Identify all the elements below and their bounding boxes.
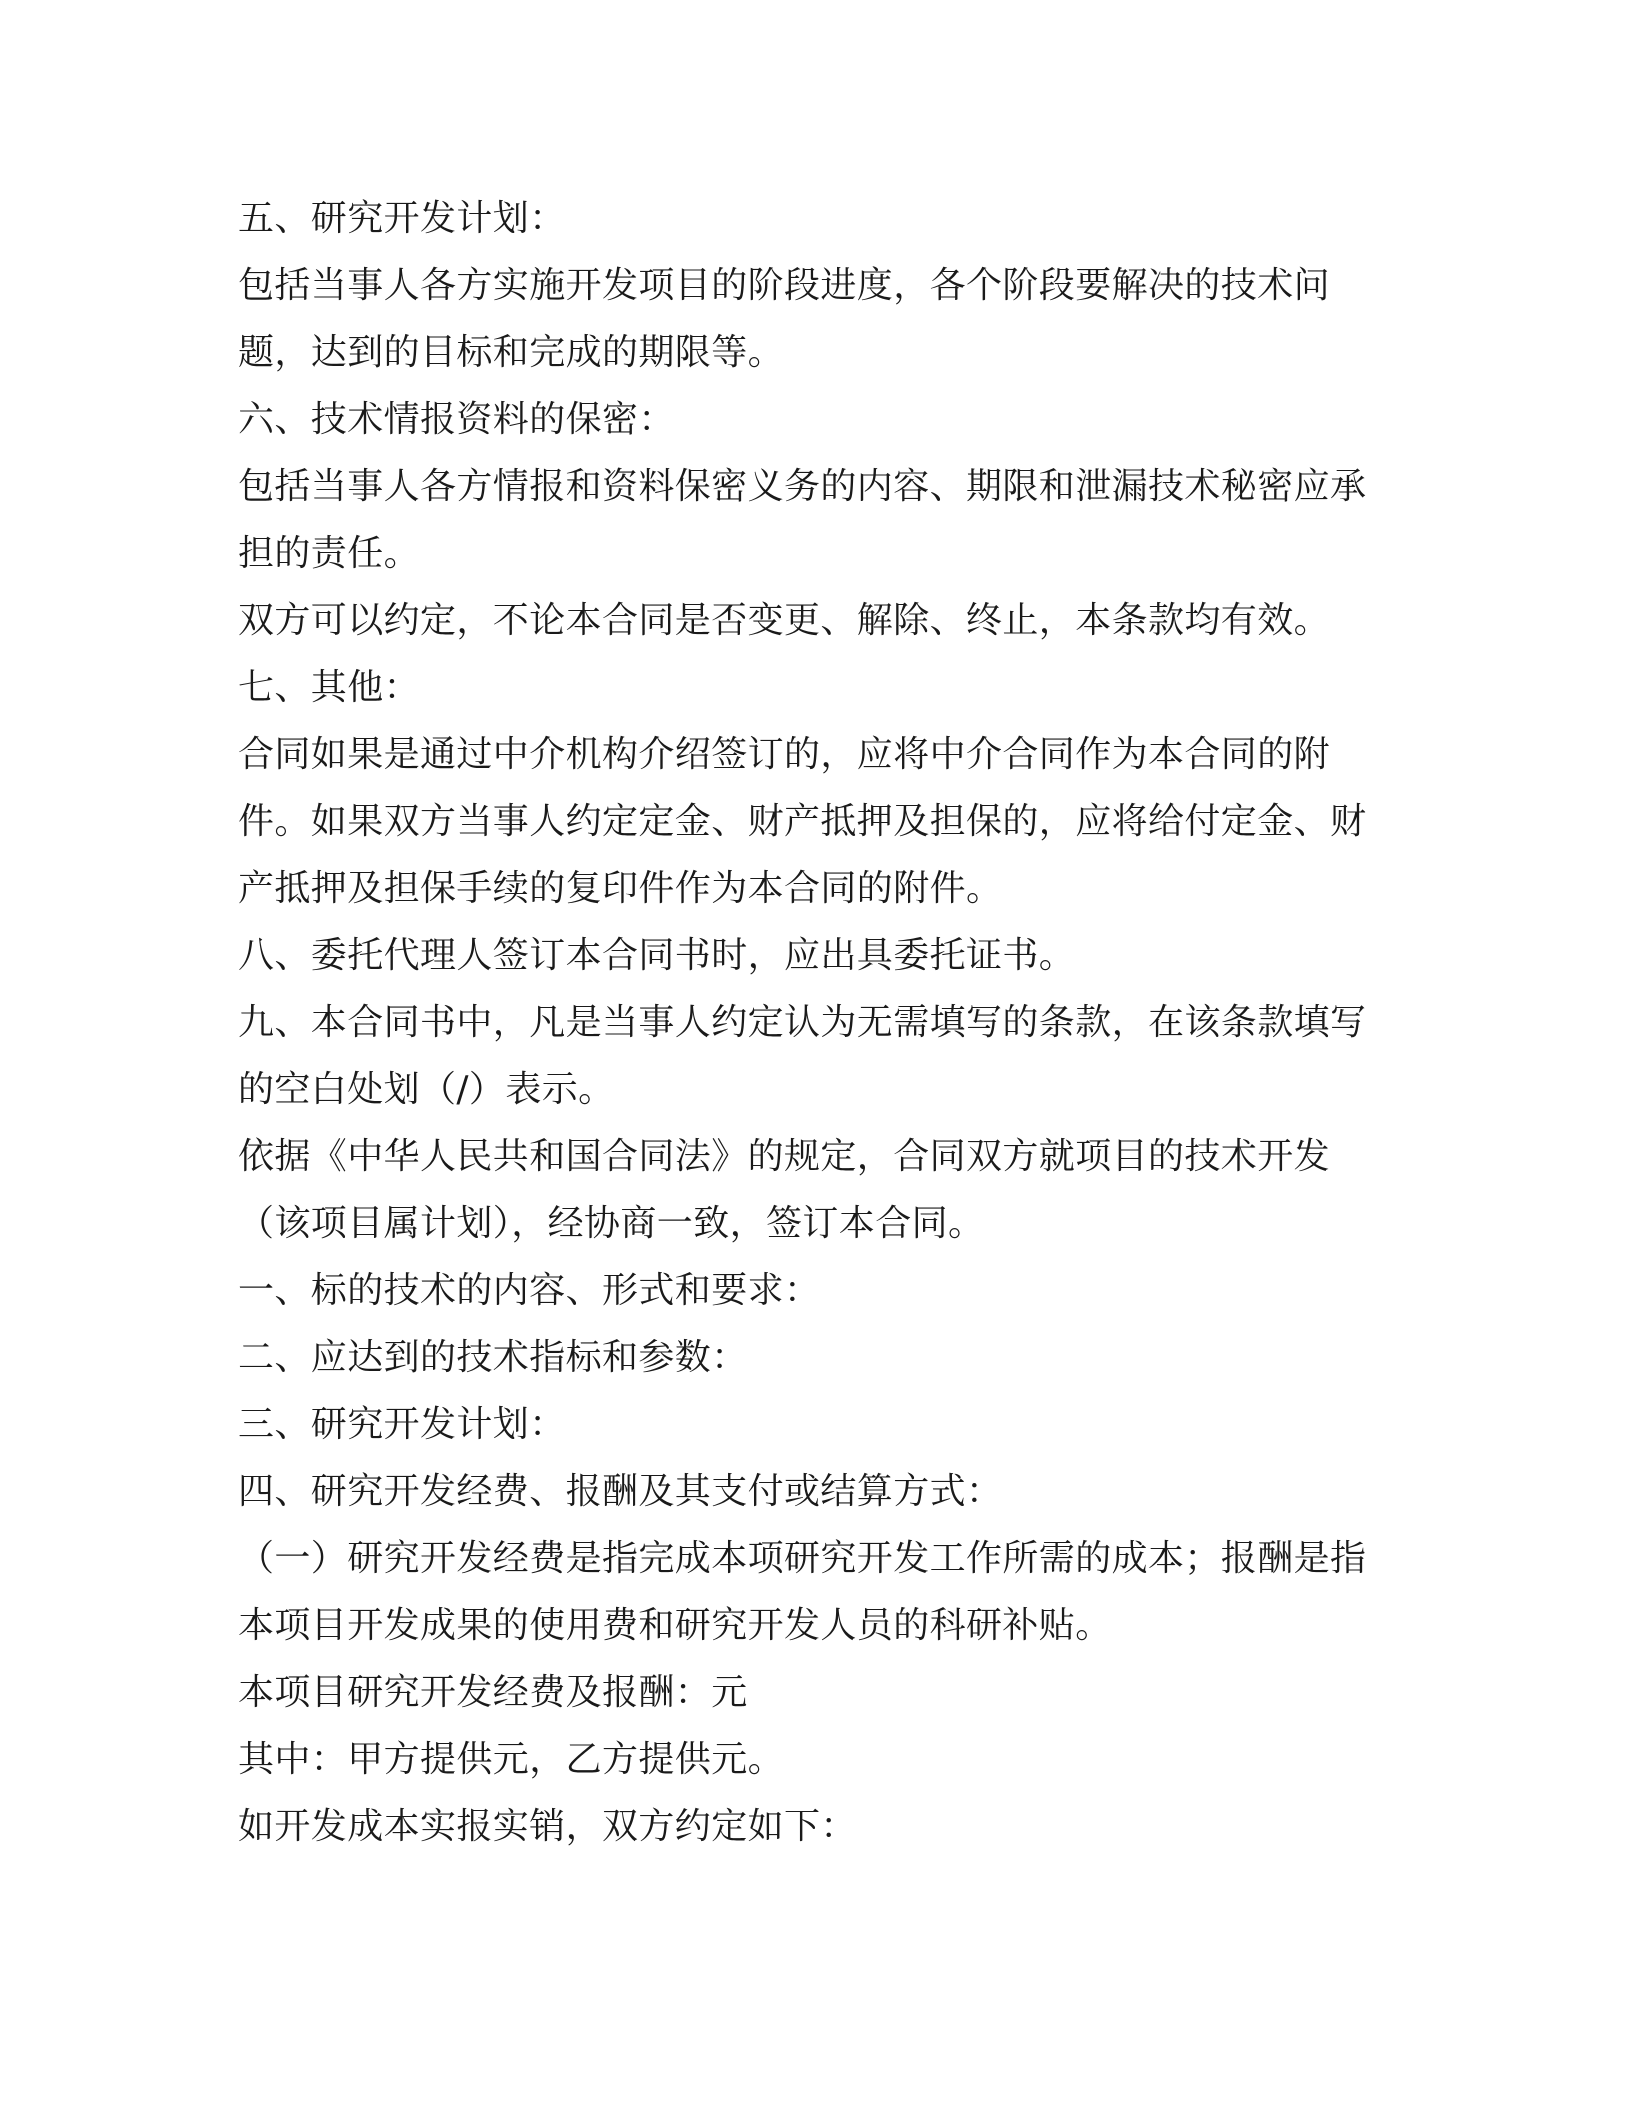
contract-basis-text: 依据《中华人民共和国合同法》的规定，合同双方就项目的技术开发（该项目属计划），经协商一致，签订本合同。 bbox=[238, 1136, 1331, 1244]
section-five-heading: 五、研究开发计划： bbox=[238, 198, 566, 239]
section-six-heading: 六、技术情报资料的保密： bbox=[238, 399, 675, 440]
reimbursement-line: 如开发成本实报实销，双方约定如下： bbox=[238, 1806, 857, 1847]
section-six-note: 双方可以约定，不论本合同是否变更、解除、终止，本条款均有效。 bbox=[238, 600, 1331, 641]
section-nine-text: 九、本合同书中，凡是当事人约定认为无需填写的条款，在该条款填写的空白处划（/）表示。 bbox=[238, 1002, 1367, 1110]
section-six-text: 包括当事人各方情报和资料保密义务的内容、期限和泄漏技术秘密应承担的责任。 bbox=[238, 466, 1367, 574]
clause-four-sub-one: （一）研究开发经费是指完成本项研究开发工作所需的成本；报酬是指本项目开发成果的使用费和研究开发人员的科研补贴。 bbox=[238, 1538, 1367, 1646]
clause-two-heading: 二、应达到的技术指标和参数： bbox=[238, 1337, 748, 1378]
funding-amount-line: 本项目研究开发经费及报酬：元 bbox=[238, 1672, 748, 1713]
clause-three-heading: 三、研究开发计划： bbox=[238, 1404, 566, 1445]
section-five-text: 包括当事人各方实施开发项目的阶段进度，各个阶段要解决的技术问题，达到的目标和完成的期限等。 bbox=[238, 265, 1331, 373]
section-seven-heading: 七、其他： bbox=[238, 667, 421, 708]
clause-four-heading: 四、研究开发经费、报酬及其支付或结算方式： bbox=[238, 1471, 1003, 1512]
section-seven-text: 合同如果是通过中介机构介绍签订的，应将中介合同作为本合同的附件。如果双方当事人约定定金、财产抵押及担保的，应将给付定金、财产抵押及担保手续的复印件作为本合同的附件。 bbox=[238, 734, 1367, 909]
clause-one-heading: 一、标的技术的内容、形式和要求： bbox=[238, 1270, 821, 1311]
funding-split-line: 其中：甲方提供元，乙方提供元。 bbox=[238, 1739, 785, 1780]
document-body bbox=[238, 185, 1388, 1860]
section-eight-text: 八、委托代理人签订本合同书时，应出具委托证书。 bbox=[238, 935, 1076, 976]
